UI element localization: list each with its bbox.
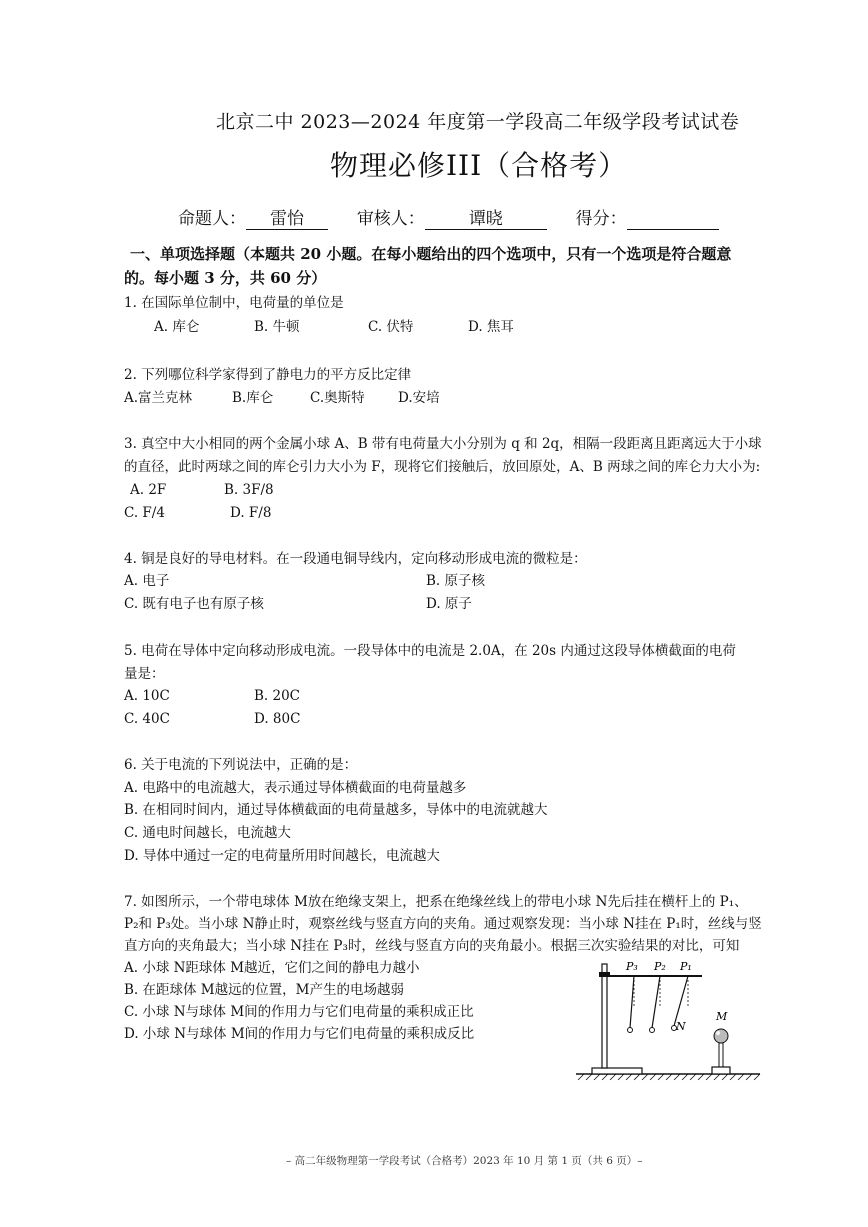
q7-line2: P₂和 P₃处。当小球 N静止时，观察丝线与竖直方向的夹角。通过观察发现：当小球 N挂在 P₁时，丝线与竖 bbox=[124, 916, 762, 932]
sphere-m-highlight bbox=[716, 1031, 720, 1035]
author-label: 命题人： bbox=[178, 209, 246, 229]
q3-line1: 3. 真空中大小相同的两个金属小球 A、B 带有电荷量大小分别为 q 和 2q，相隔一段距离且距离远大于小球 bbox=[124, 436, 762, 452]
q5-option-b: B. 20C bbox=[254, 688, 301, 704]
label-n: N bbox=[676, 1020, 686, 1033]
label-p2: P₂ bbox=[654, 960, 666, 973]
experiment-figure bbox=[570, 950, 765, 1082]
q1-stem: 1. 在国际单位制中，电荷量的单位是 bbox=[124, 295, 344, 311]
stand-base bbox=[592, 1068, 642, 1074]
q6-option-c: C. 通电时间越长，电流越大 bbox=[124, 825, 291, 841]
q7-line3: 直方向的夹角最大；当小球 N挂在 P₃时，丝线与竖直方向的夹角最小。根据三次实验结果的对比，可知 bbox=[124, 938, 740, 954]
q4-option-c: C. 既有电子也有原子核 bbox=[124, 596, 264, 612]
q2-option-d: D.安培 bbox=[398, 390, 440, 406]
page-footer: – 高二年级物理第一学段考试（合格考）2023 年 10 月 第 1 页（共 6 页）– bbox=[286, 1155, 643, 1167]
sphere-m-base bbox=[712, 1067, 730, 1074]
sphere-m-support bbox=[719, 1043, 723, 1067]
label-m: M bbox=[716, 1010, 728, 1023]
q7-option-a: A. 小球 N距球体 M越近，它们之间的静电力越小 bbox=[124, 960, 420, 976]
q5-option-c: C. 40C bbox=[124, 711, 170, 727]
score-label: 得分： bbox=[575, 209, 627, 229]
q6-option-a: A. 电路中的电流越大，表示通过导体横截面的电荷量越多 bbox=[124, 780, 467, 796]
school-title: 北京二中 2023—2024 年度第一学段高二年级学段考试试卷 bbox=[216, 111, 740, 133]
q1-option-b: B. 牛顿 bbox=[254, 319, 300, 335]
q3-option-d: D. F/8 bbox=[230, 505, 272, 521]
ball-at-p3 bbox=[628, 1028, 633, 1033]
q7-option-c: C. 小球 N与球体 M间的作用力与它们电荷量的乘积成正比 bbox=[124, 1004, 474, 1020]
q7-option-b: B. 在距球体 M越远的位置，M产生的电场越弱 bbox=[124, 982, 404, 998]
thread-p1 bbox=[674, 976, 688, 1026]
q7-option-d: D. 小球 N与球体 M间的作用力与它们电荷量的乘积成反比 bbox=[124, 1026, 475, 1042]
q3-line2: 的直径，此时两球之间的库仑引力大小为 F，现将它们接触后，放回原处，A、B 两球之间的库仑力大小为: bbox=[124, 459, 761, 475]
q3-option-a: A. 2F bbox=[130, 482, 167, 498]
q5-line2: 量是： bbox=[124, 666, 165, 682]
q3-option-b: B. 3F/8 bbox=[224, 482, 274, 498]
q1-option-c: C. 伏特 bbox=[368, 319, 414, 335]
score-blank[interactable] bbox=[627, 209, 719, 230]
q3-option-c: C. F/4 bbox=[124, 505, 165, 521]
ground-hatch bbox=[578, 1074, 760, 1080]
q5-line1: 5. 电荷在导体中定向移动形成电流。一段导体中的电流是 2.0A，在 20s 内通过这段导体横截面的电荷 bbox=[124, 643, 736, 659]
q4-option-a: A. 电子 bbox=[124, 573, 170, 589]
q5-option-a: A. 10C bbox=[124, 688, 170, 704]
meta-row bbox=[178, 204, 719, 230]
thread-p3 bbox=[630, 976, 634, 1028]
q6-stem: 6. 关于电流的下列说法中，正确的是： bbox=[124, 757, 358, 773]
ball-at-p2 bbox=[650, 1028, 655, 1033]
reviewer-label: 审核人： bbox=[356, 209, 425, 229]
q2-stem: 2. 下列哪位科学家得到了静电力的平方反比定律 bbox=[124, 367, 412, 383]
stand-pole bbox=[602, 964, 607, 1068]
q2-option-c: C.奥斯特 bbox=[310, 390, 365, 406]
q4-stem: 4. 铜是良好的导电材料。在一段通电铜导线内，定向移动形成电流的微粒是： bbox=[124, 551, 587, 567]
q2-option-b: B.库仑 bbox=[232, 390, 274, 406]
q1-option-a: A. 库仑 bbox=[154, 319, 200, 335]
thread-p2 bbox=[652, 976, 660, 1028]
subject-title: 物理必修III（合格考） bbox=[330, 149, 628, 182]
q5-option-d: D. 80C bbox=[254, 711, 301, 727]
q6-option-d: D. 导体中通过一定的电荷量所用时间越长，电流越大 bbox=[124, 848, 440, 864]
q1-option-d: D. 焦耳 bbox=[468, 319, 514, 335]
q4-option-b: B. 原子核 bbox=[426, 573, 486, 589]
label-p1: P₁ bbox=[680, 960, 692, 973]
author-name: 雷怡 bbox=[246, 204, 328, 230]
q4-option-d: D. 原子 bbox=[426, 596, 472, 612]
q6-option-b: B. 在相同时间内，通过导体横截面的电荷量越多，导体中的电流就越大 bbox=[124, 802, 548, 818]
sphere-m bbox=[714, 1029, 728, 1043]
label-p3: P₃ bbox=[626, 960, 638, 973]
reviewer-name: 谭晓 bbox=[425, 204, 547, 230]
section1-line1: 一、单项选择题（本题共 20 小题。在每小题给出的四个选项中，只有一个选项是符合题意 bbox=[130, 245, 732, 263]
q7-line1: 7. 如图所示，一个带电球体 M放在绝缘支架上，把系在绝缘丝线上的带电小球 N先后挂在横杆上的 P₁、 bbox=[124, 894, 748, 910]
q2-option-a: A.富兰克林 bbox=[124, 390, 193, 406]
section1-line2: 的。每小题 3 分，共 60 分） bbox=[124, 269, 327, 287]
